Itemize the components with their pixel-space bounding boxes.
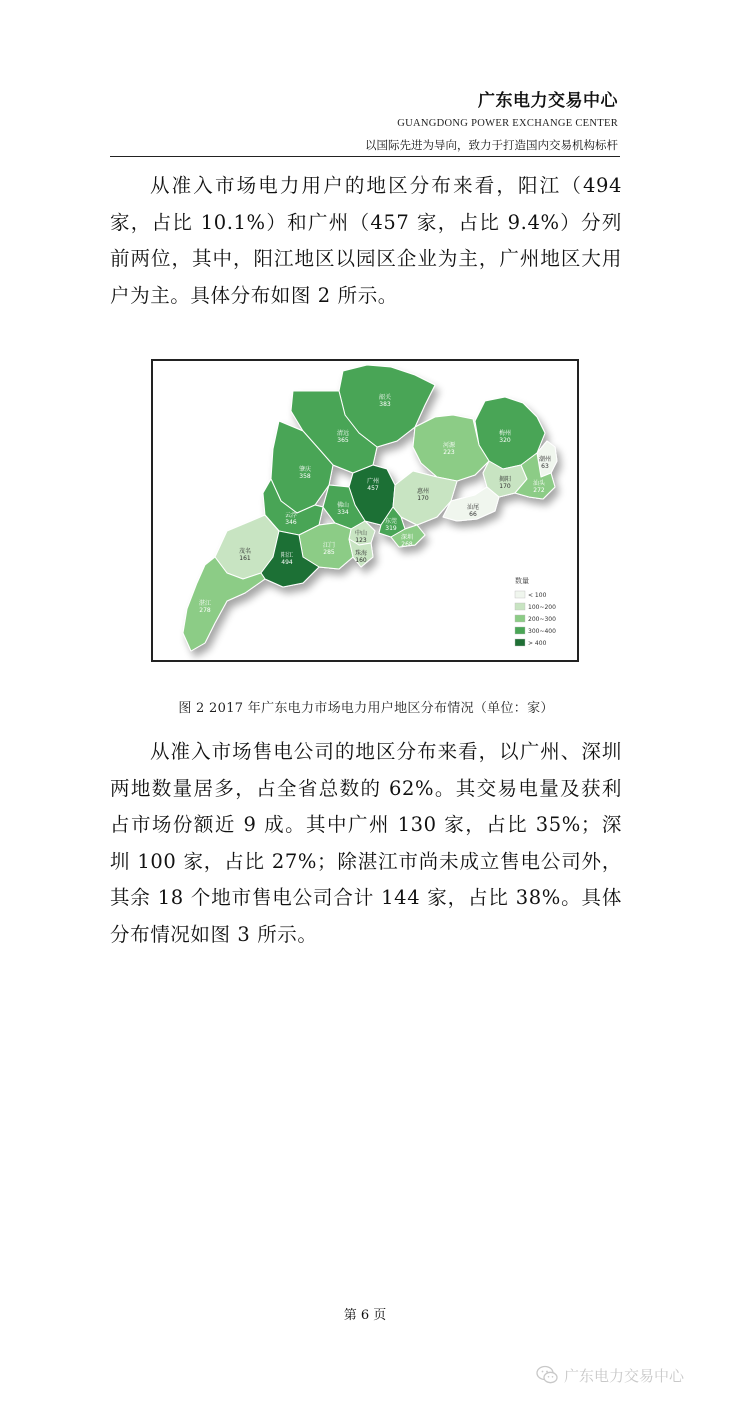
region-name-label: 湛江 (198, 600, 212, 607)
region-name-label: 云浮 (284, 512, 298, 519)
region-name-label: 江门 (322, 542, 336, 549)
region-value-label: 285 (323, 549, 335, 556)
legend-swatch (515, 591, 525, 598)
region-value-label: 334 (337, 509, 349, 516)
region-name-label: 肇庆 (298, 466, 312, 473)
legend-title: 数量 (515, 577, 529, 585)
watermark-text: 广东电力交易中心 (564, 1366, 685, 1385)
legend-label: 100~200 (528, 604, 556, 611)
region-value-label: 223 (443, 449, 455, 456)
region-name-label: 汕尾 (466, 504, 480, 511)
region-value-label: 161 (239, 555, 251, 562)
region-name-label: 韶关 (378, 394, 392, 401)
region-value-label: 494 (281, 559, 293, 566)
region-value-label: 66 (469, 511, 477, 518)
legend-swatch (515, 627, 525, 634)
legend-swatch (515, 603, 525, 610)
region-value-label: 170 (499, 483, 511, 490)
region-name-label: 潮州 (538, 456, 552, 463)
region-value-label: 63 (541, 463, 549, 470)
map-legend (515, 576, 556, 647)
region-value-label: 160 (355, 557, 367, 564)
region-name-label: 珠海 (354, 550, 368, 557)
region-value-label: 170 (417, 495, 429, 502)
region-value-label: 278 (199, 607, 211, 614)
region-name-label: 深圳 (400, 534, 414, 541)
region-name-label: 广州 (366, 478, 380, 485)
region-name-label: 茂名 (238, 548, 252, 555)
paragraph-1: 从准入市场电力用户的地区分布来看，阳江（494 家，占比 10.1%）和广州（457 家，占比 9.4%）分列前两位，其中，阳江地区以园区企业为主，广州地区大用户为主。具体分布如图 2 所示。 (110, 174, 622, 307)
region-name-label: 梅州 (498, 430, 512, 437)
region-name-label: 中山 (354, 530, 368, 537)
region-value-label: 123 (355, 537, 367, 544)
header-slogan: 以国际先进为导向，致力于打造国内交易机构标杆 (365, 138, 618, 152)
figure-caption: 图 2 2017 年广东电力市场电力用户地区分布情况（单位：家） (178, 701, 554, 716)
region-name-label: 阳江 (280, 552, 294, 559)
map-figure (151, 359, 579, 662)
region-value-label: 319 (385, 525, 397, 532)
region-value-label: 358 (299, 473, 311, 480)
legend-label: < 100 (528, 592, 547, 599)
region-value-label: 272 (533, 487, 545, 494)
region-value-label: 383 (379, 401, 391, 408)
region-name-label: 佛山 (336, 502, 350, 509)
paragraph-2: 从准入市场售电公司的地区分布来看，以广州、深圳两地数量居多，占全省总数的 62%。其交易电量及获利占市场份额近 9 成。其中广州 130 家，占比 35%；深圳 100 家，占比 27%；除湛江市尚未成立售电公司外，其余 18 个地市售电公司合计 144 家，占比 38%。具体分布情况如图 3 所示。 (110, 740, 622, 946)
region-name-label: 揭阳 (498, 476, 512, 483)
legend-label: > 400 (528, 640, 547, 647)
wechat-watermark (536, 1363, 684, 1387)
legend-label: 300~400 (528, 628, 556, 635)
region-value-label: 320 (499, 437, 511, 444)
header-title: 广东电力交易中心 (478, 91, 618, 111)
guangdong-map (153, 361, 577, 660)
page-number: 第 6 页 (343, 1308, 387, 1323)
legend-swatch (515, 639, 525, 646)
legend-swatch (515, 615, 525, 622)
region-name-label: 惠州 (416, 488, 430, 495)
region-name-label: 东莞 (384, 518, 398, 525)
header-divider (110, 156, 620, 157)
region-value-label: 268 (401, 541, 413, 548)
header-subtitle-en: GUANGDONG POWER EXCHANGE CENTER (397, 118, 618, 129)
region-value-label: 365 (337, 437, 349, 444)
region-value-label: 346 (285, 519, 297, 526)
wechat-icon (536, 1365, 558, 1385)
region-value-label: 457 (367, 485, 379, 492)
region-name-label: 清远 (336, 430, 350, 437)
region-name-label: 汕头 (532, 480, 546, 487)
region-name-label: 河源 (442, 442, 456, 449)
legend-label: 200~300 (528, 616, 556, 623)
